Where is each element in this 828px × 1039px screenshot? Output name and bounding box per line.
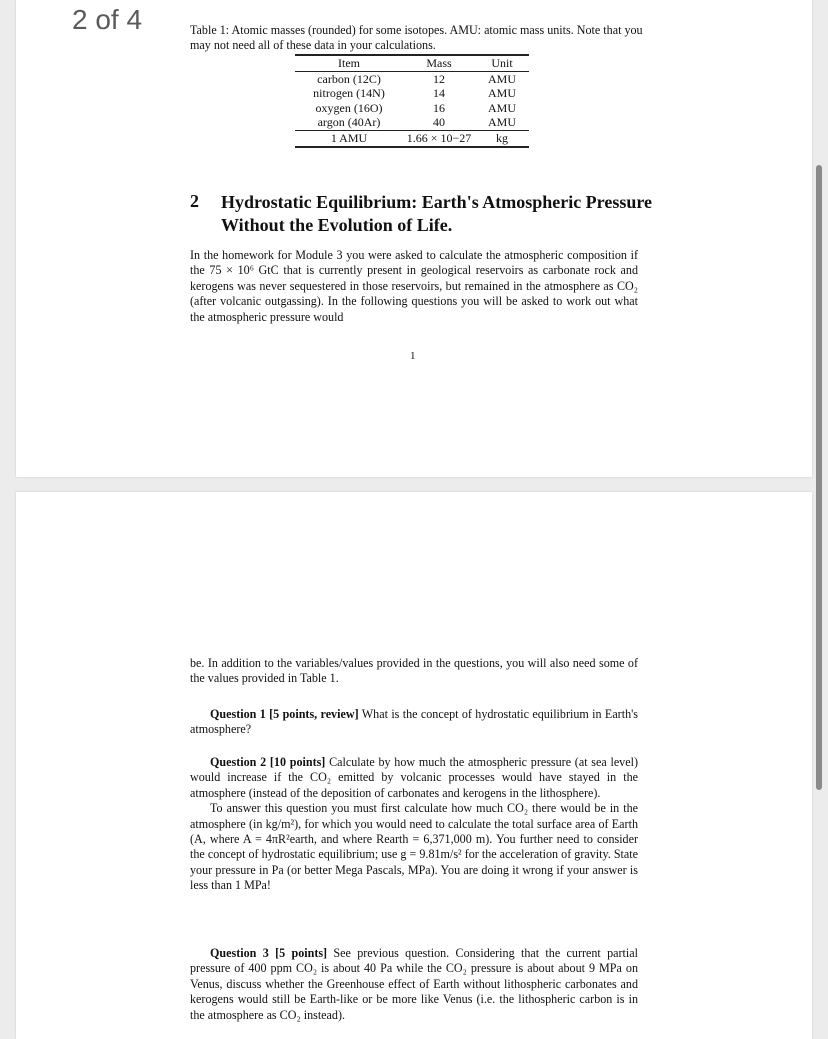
table-row <box>295 115 529 130</box>
continued-paragraph: be. In addition to the variables/values provided in the questions, you will also need some of the values provided in Table 1. <box>190 656 638 686</box>
table-cell: kg <box>475 130 529 146</box>
question-3-text: See previous question. Considering that the current partial pressure of 400 ppm CO₂ is about 40 Pa while the CO₂ pressure is about about 9 MPa on Venus, discuss whether the Greenhouse effect of Earth without lithospheric carbonates and kerogens would still be Earth-like or be more like Venus (i.e. the lithospheric carbon is in the atmosphere as CO₂ instead). <box>190 946 638 1022</box>
table-row <box>295 71 529 86</box>
question-2-instructions: To answer this question you must first calculate how much CO₂ there would be in the atmosphere (in kg/m²), for which you would need to calculate the total surface area of Earth (A, where A = 4πR²earth, and where Rearth = 6,371,000 m). You further need to consider the concept of hydrostatic equilibrium; use g = 9.81m/s² for the acceleration of gravity. State your pressure in Pa (or better Mega Pascals, MPa). You are doing it wrong if your answer is less than 1 MPa! <box>190 801 638 893</box>
question-2-label: Question 2 [10 points] <box>210 755 326 769</box>
page-number: 1 <box>410 350 416 362</box>
table-cell: argon (40Ar) <box>317 115 381 130</box>
table-cell: AMU <box>487 71 516 86</box>
table-cell: 40 <box>433 115 445 130</box>
table-header-item: Item <box>295 55 403 71</box>
table-cell: 1.66 × 10−27 <box>403 130 475 146</box>
question-2-text: Calculate by how much the atmospheric pressure (at sea level) would increase if the CO₂ emitted by volcanic processes would have stayed in the atmosphere (instead of the deposition of carbonates and kerogens in the lithosphere). <box>190 755 638 800</box>
table-cell: oxygen (16O) <box>315 100 383 115</box>
table-cell: carbon (12C) <box>317 71 381 86</box>
question-3 <box>190 946 638 1023</box>
atomic-mass-table <box>295 54 529 148</box>
table-cell: 16 <box>433 100 445 115</box>
question-2 <box>190 755 638 894</box>
document-page-1 <box>16 0 812 477</box>
scrollbar[interactable] <box>816 165 822 790</box>
question-1 <box>190 707 638 738</box>
table-cell: 14 <box>433 86 445 101</box>
document-page-2 <box>16 492 812 1039</box>
section-title: Hydrostatic Equilibrium: Earth's Atmospheric Pressure Without the Evolution of Life. <box>221 192 653 235</box>
question-1-text: What is the concept of hydrostatic equilibrium in Earth's atmosphere? <box>190 707 639 737</box>
table-cell: AMU <box>487 86 516 101</box>
table-caption: Table 1: Atomic masses (rounded) for some isotopes. AMU: atomic mass units. Note that you may not need all of these data in your calculations. <box>190 23 643 53</box>
table-row <box>295 130 529 146</box>
question-1-label: Question 1 [5 points, review] <box>210 707 359 721</box>
section-number: 2 <box>190 191 199 211</box>
intro-paragraph: In the homework for Module 3 you were asked to calculate the atmospheric composition if the 75 × 10⁶ GtC that is currently present in geological reservoirs as carbonate rock and kerogens was never sequestered in those reservoirs, but remained in the atmosphere as CO₂ (after volcanic outgassing). In the following questions you will be asked to work out what the atmospheric pressure would <box>190 248 638 324</box>
table-cell: nitrogen (14N) <box>313 86 385 101</box>
question-3-label: Question 3 [5 points] <box>210 946 328 960</box>
table-cell: AMU <box>487 115 516 130</box>
table-cell: AMU <box>487 100 516 115</box>
page-counter: 2 of 4 <box>72 4 143 35</box>
table-header-mass: Mass <box>403 55 475 71</box>
table-row <box>295 86 529 101</box>
table-header-unit: Unit <box>475 55 529 71</box>
table-cell: 1 AMU <box>295 130 403 146</box>
table-cell: 12 <box>433 71 445 86</box>
table-row <box>295 101 529 116</box>
